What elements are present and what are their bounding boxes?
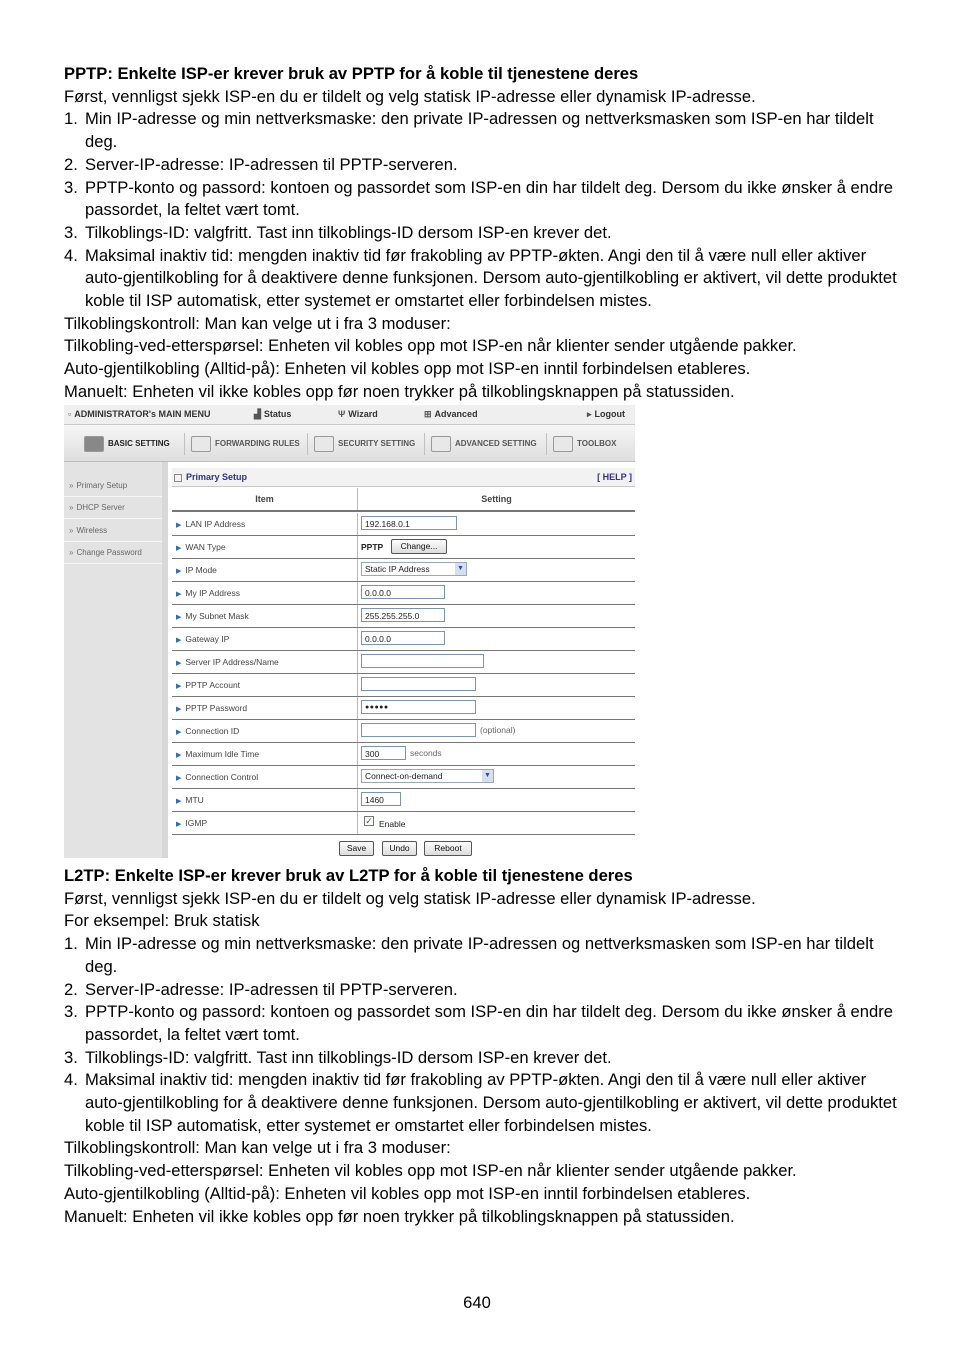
row-label-text: My IP Address — [185, 588, 241, 598]
paragraph: Manuelt: Enheten vil ikke kobles opp før noen trykker på tilkoblingsknappen på statussiden. — [64, 1206, 735, 1226]
router-ui-screenshot — [64, 405, 635, 858]
max-idle-time-input[interactable]: 300 — [361, 746, 406, 760]
row-label-text: LAN IP Address — [185, 519, 246, 529]
action-buttons — [172, 832, 635, 858]
wan-type-value: PPTP — [361, 542, 384, 552]
table-row — [172, 766, 635, 789]
row-label-text: WAN Type — [185, 542, 226, 552]
sidebar-item-label: DHCP Server — [76, 503, 125, 512]
paragraph: Tilkobling-ved-etterspørsel: Enheten vil kobles opp mot ISP-en når klienter sender utgående pakker. — [64, 1161, 797, 1181]
list-number: 4. — [64, 245, 78, 265]
list-number: 1. — [64, 109, 78, 129]
connection-control-select[interactable] — [361, 769, 494, 783]
igmp-enable-checkbox[interactable] — [364, 816, 374, 826]
row-label — [176, 818, 207, 828]
list-number: 2. — [64, 979, 78, 999]
top-menu-bar — [64, 405, 635, 425]
arrow-icon: ▶ — [176, 729, 182, 736]
reboot-button[interactable]: Reboot — [424, 841, 472, 856]
connection-id-input[interactable] — [361, 723, 476, 737]
logout-label: Logout — [594, 409, 626, 419]
row-label-text: Maximum Idle Time — [185, 749, 260, 759]
list-item — [64, 1069, 900, 1137]
pptp-password-input[interactable]: ●●●●● — [361, 700, 476, 714]
list-item — [64, 108, 900, 153]
arrow-icon: ▶ — [176, 660, 182, 667]
paragraph: Tilkoblingskontroll: Man kan velge ut i fra 3 moduser: — [64, 313, 451, 333]
paragraph: Tilkoblingskontroll: Man kan velge ut i fra 3 moduser: — [64, 1138, 451, 1158]
sidebar-item-primary-setup[interactable] — [64, 475, 162, 497]
column-divider — [357, 513, 358, 535]
row-label-text: Gateway IP — [185, 634, 230, 644]
row-label — [176, 772, 258, 782]
table-row — [172, 697, 635, 720]
wizard-icon: Ψ — [338, 409, 346, 419]
table-row — [172, 674, 635, 697]
seconds-unit: seconds — [410, 748, 442, 758]
row-label — [176, 634, 229, 644]
row-label-text: MTU — [185, 795, 204, 805]
column-divider — [357, 766, 358, 788]
connection-control-selected-value: Connect-on-demand — [365, 771, 443, 781]
row-label-text: Connection Control — [185, 772, 259, 782]
list-item — [64, 245, 900, 313]
column-divider — [357, 536, 358, 558]
row-label — [176, 565, 217, 575]
bullet-icon: » — [69, 503, 74, 512]
arrow-icon: ▶ — [176, 706, 182, 713]
list-text: Min IP-adresse og min nettverksmaske: den private IP-adressen og nettverksmasken som ISP-en har tildelt deg. — [85, 109, 874, 152]
save-button[interactable]: Save — [339, 841, 374, 856]
table-row — [172, 536, 635, 559]
table-header — [172, 488, 635, 512]
list-text: PPTP-konto og passord: kontoen og passordet som ISP-en din har tildelt deg. Dersom du ikke ønsker å endre passordet, la feltet vært tomt. — [85, 1002, 893, 1044]
column-divider — [357, 812, 358, 834]
advanced-link[interactable] — [424, 409, 478, 420]
main-menu-label: ADMINISTRATOR's MAIN MENU — [74, 409, 211, 419]
toolbox-icon — [553, 436, 573, 452]
arrow-icon: ▶ — [176, 614, 182, 621]
panel-title-label: Primary Setup — [186, 472, 248, 482]
list-text: PPTP-konto og passord: kontoen og passordet som ISP-en din har tildelt deg. Dersom du ikke ønsker å endre passordet, la feltet vært tomt. — [85, 177, 893, 220]
column-divider — [357, 651, 358, 673]
column-header-setting: Setting — [481, 494, 512, 504]
wizard-label: Wizard — [348, 409, 378, 419]
main-menu-link[interactable] — [68, 409, 211, 419]
chevron-down-icon: ▼ — [455, 563, 466, 575]
list-item — [64, 222, 900, 245]
status-icon: ▟ — [254, 409, 261, 419]
arrow-icon: ▶ — [176, 683, 182, 690]
table-row — [172, 559, 635, 582]
arrow-icon: ▶ — [176, 821, 182, 828]
row-label-text: My Subnet Mask — [185, 611, 249, 621]
pptp-intro: Først, vennligst sjekk ISP-en du er tildelt og velg statisk IP-adresse eller dynamisk IP-adresse. — [64, 86, 756, 106]
lan-ip-input[interactable]: 192.168.0.1 — [361, 516, 457, 530]
row-label — [176, 519, 245, 529]
tab-security-setting[interactable] — [307, 433, 415, 455]
l2tp-example: For eksempel: Bruk statisk — [64, 911, 260, 931]
arrow-icon: ▶ — [176, 522, 182, 529]
column-divider — [357, 628, 358, 650]
advanced-setting-icon — [431, 436, 451, 452]
my-ip-input[interactable]: 0.0.0.0 — [361, 585, 445, 599]
table-row — [172, 743, 635, 766]
menu-square-icon: ▫ — [68, 409, 72, 419]
column-divider — [357, 697, 358, 719]
advanced-label: Advanced — [434, 409, 478, 419]
row-label-text: IP Mode — [185, 565, 217, 575]
list-number: 3. — [64, 1002, 78, 1022]
igmp-enable-label: Enable — [379, 819, 406, 829]
list-text: Tilkoblings-ID: valgfritt. Tast inn tilkoblings-ID dersom ISP-en krever det. — [85, 222, 612, 242]
sidebar-item-label: Wireless — [76, 526, 108, 535]
column-divider — [357, 559, 358, 581]
row-label-text: PPTP Password — [185, 703, 248, 713]
row-label — [176, 726, 239, 736]
arrow-icon: ▶ — [176, 545, 182, 552]
arrow-icon: ▶ — [176, 798, 182, 805]
tab-toolbox[interactable] — [546, 433, 616, 455]
list-item — [64, 933, 900, 978]
table-row — [172, 789, 635, 812]
list-number: 3. — [64, 222, 78, 242]
bullet-icon: » — [69, 548, 74, 557]
row-label — [176, 749, 259, 759]
mtu-input[interactable]: 1460 — [361, 792, 401, 806]
list-item — [64, 154, 900, 177]
list-text: Min IP-adresse og min nettverksmaske: den private IP-adressen og nettverksmasken som ISP-en har tildelt deg. — [85, 934, 874, 976]
list-text: Tilkoblings-ID: valgfritt. Tast inn tilkoblings-ID dersom ISP-en krever det. — [85, 1047, 612, 1067]
status-label: Status — [263, 409, 292, 419]
row-label — [176, 588, 240, 598]
l2tp-heading: L2TP: Enkelte ISP-er krever bruk av L2TP for å koble til tjenestene deres — [64, 866, 633, 885]
list-text: Maksimal inaktiv tid: mengden inaktiv tid før frakobling av PPTP-økten. Angi den til å være null eller aktiver auto-gjentilkobling for å deaktivere denne funksjonen. Dersom auto-gjentilkobling er aktivert, vil dette produktet koble til ISP automatisk, etter systemet er omstartet eller forbindelsen mistes. — [85, 1070, 897, 1135]
row-label — [176, 542, 226, 552]
pptp-heading: PPTP: Enkelte ISP-er krever bruk av PPTP for å koble til tjenestene deres — [64, 64, 639, 83]
row-label-text: Server IP Address/Name — [185, 657, 279, 667]
paragraph: Manuelt: Enheten vil ikke kobles opp før noen trykker på tilkoblingsknappen på statussiden. — [64, 381, 735, 401]
main-menu-tabs — [64, 425, 635, 462]
sidebar-item-change-password[interactable] — [64, 542, 162, 564]
list-number: 3. — [64, 177, 78, 197]
divider — [162, 462, 168, 858]
ip-mode-select[interactable] — [361, 562, 467, 576]
list-item — [64, 979, 900, 1002]
sidebar-item-wireless[interactable] — [64, 520, 162, 542]
list-text: Server-IP-adresse: IP-adressen til PPTP-serveren. — [85, 154, 458, 174]
list-number: 4. — [64, 1070, 78, 1090]
panel-title — [174, 468, 247, 486]
paragraph: Tilkobling-ved-etterspørsel: Enheten vil kobles opp mot ISP-en når klienter sender utgående pakker. — [64, 336, 797, 356]
row-label — [176, 657, 279, 667]
row-label-text: Connection ID — [185, 726, 240, 736]
column-divider — [357, 789, 358, 811]
pptp-account-input[interactable] — [361, 677, 476, 691]
list-number: 2. — [64, 154, 78, 174]
advanced-icon: ⊞ — [424, 409, 432, 419]
paragraph: Auto-gjentilkobling (Alltid-på): Enheten vil kobles opp mot ISP-en inntil forbindelsen etableres. — [64, 359, 751, 379]
subnet-mask-input[interactable]: 255.255.255.0 — [361, 608, 445, 622]
list-item — [64, 1001, 900, 1046]
change-wan-type-button[interactable]: Change... — [391, 539, 447, 554]
row-label — [176, 611, 249, 621]
chevron-down-icon: ▼ — [482, 770, 493, 782]
list-text: Server-IP-adresse: IP-adressen til PPTP-serveren. — [85, 979, 458, 999]
row-label — [176, 703, 247, 713]
ip-mode-selected-value: Static IP Address — [365, 564, 430, 574]
row-label — [176, 680, 240, 690]
bullet-icon: » — [69, 526, 74, 535]
list-number: 1. — [64, 934, 78, 954]
checkmark-icon: ✓ — [365, 816, 373, 826]
list-item — [64, 1047, 900, 1070]
sidebar-item-label: Change Password — [76, 548, 142, 557]
tab-label: TOOLBOX — [577, 439, 617, 448]
row-label-text: PPTP Account — [185, 680, 241, 690]
tab-label: SECURITY SETTING — [338, 439, 416, 448]
table-row — [172, 628, 635, 651]
optional-hint: (optional) — [480, 725, 516, 735]
tab-label: ADVANCED SETTING — [455, 439, 537, 448]
l2tp-intro: Først, vennligst sjekk ISP-en du er tildelt og velg statisk IP-adresse eller dynamisk IP-adresse. — [64, 888, 756, 908]
undo-button[interactable]: Undo — [382, 841, 417, 856]
help-link[interactable]: [ HELP ] — [597, 472, 632, 482]
table-row — [172, 651, 635, 674]
wizard-link[interactable] — [338, 409, 378, 419]
logout-link[interactable] — [587, 409, 625, 420]
list-item — [64, 177, 900, 222]
tab-label: BASIC SETTING — [108, 439, 170, 448]
arrow-icon: ▶ — [176, 568, 182, 575]
security-icon — [314, 436, 334, 452]
table-row — [172, 605, 635, 628]
column-header-item: Item — [172, 488, 358, 510]
list-number: 3. — [64, 1047, 78, 1067]
column-divider — [357, 582, 358, 604]
list-text: Maksimal inaktiv tid: mengden inaktiv tid før frakobling av PPTP-økten. Angi den til å være null eller aktiver auto-gjentilkobling for å deaktivere denne funksjonen. Dersom auto-gjentilkobling er aktivert, vil dette produktet koble til ISP automatisk, etter systemet er omstartet eller forbindelsen mistes. — [85, 245, 897, 311]
sidebar — [64, 462, 162, 858]
table-row — [172, 720, 635, 743]
status-link[interactable] — [254, 409, 291, 420]
bullet-icon: » — [69, 481, 74, 490]
column-divider — [357, 605, 358, 627]
paragraph: Auto-gjentilkobling (Alltid-på): Enheten vil kobles opp mot ISP-en inntil forbindelsen etableres. — [64, 1183, 751, 1203]
row-label — [176, 795, 204, 805]
row-label-text: IGMP — [185, 818, 208, 828]
page-number: 640 — [463, 1293, 491, 1312]
sidebar-item-label: Primary Setup — [76, 481, 128, 490]
panel-title-bar — [172, 468, 635, 487]
tab-label: FORWARDING RULES — [215, 439, 300, 448]
square-icon — [174, 474, 182, 482]
table-row — [172, 582, 635, 605]
tab-basic-setting[interactable] — [84, 433, 170, 455]
pptp-section — [64, 63, 904, 404]
column-divider — [357, 674, 358, 696]
server-ip-input[interactable] — [361, 654, 484, 668]
logout-icon: ▸ — [587, 409, 592, 419]
basic-setting-icon — [84, 436, 104, 452]
table-row — [172, 513, 635, 536]
tab-forwarding-rules[interactable] — [184, 433, 300, 455]
column-divider — [357, 743, 358, 765]
arrow-icon: ▶ — [176, 752, 182, 759]
arrow-icon: ▶ — [176, 775, 182, 782]
sidebar-item-dhcp-server[interactable] — [64, 497, 162, 519]
forwarding-icon — [191, 436, 211, 452]
primary-setup-panel — [172, 468, 635, 858]
tab-advanced-setting[interactable] — [424, 433, 537, 455]
arrow-icon: ▶ — [176, 637, 182, 644]
gateway-ip-input[interactable]: 0.0.0.0 — [361, 631, 445, 645]
l2tp-section — [64, 865, 904, 1228]
column-divider — [357, 720, 358, 742]
arrow-icon: ▶ — [176, 591, 182, 598]
